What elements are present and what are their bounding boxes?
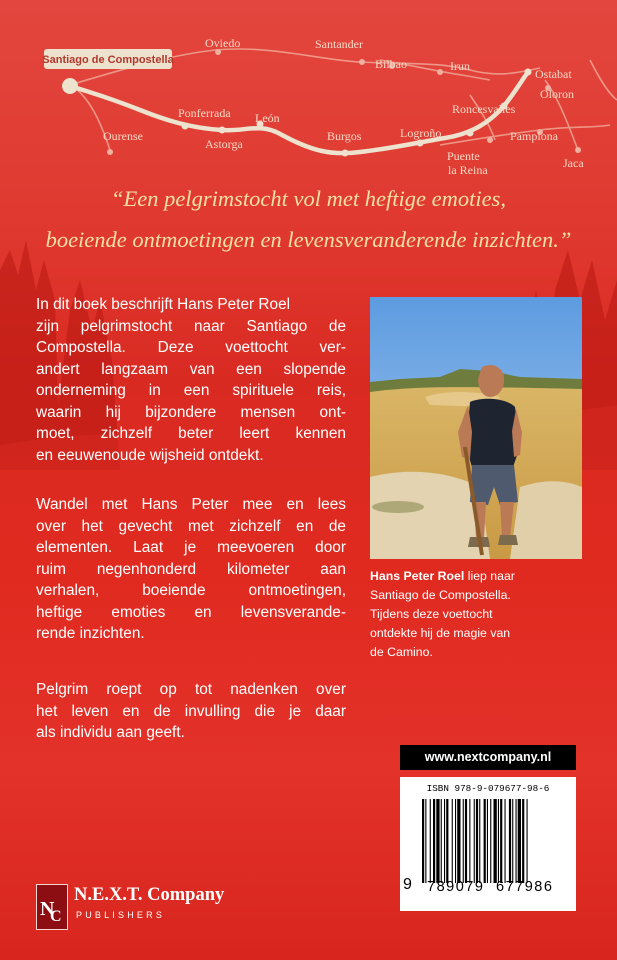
publisher-website: www.nextcompany.nl: [400, 745, 576, 770]
place-ostabat: Ostabat: [535, 67, 572, 81]
description-paragraph-1: [36, 294, 346, 466]
route-start-label: Santiago de Compostella: [42, 54, 174, 66]
place-oloron: Oloron: [540, 87, 574, 101]
barcode-bar: [455, 799, 456, 883]
barcode-bar: [463, 799, 464, 883]
barcode-bar: [516, 799, 517, 883]
text-line: zijn pelgrimstocht naar Santiago de: [36, 317, 346, 335]
place-roncesvalles: Roncesvalles: [452, 102, 516, 116]
barcode-bar: [509, 799, 511, 883]
nc-logo-icon: [36, 884, 68, 930]
caption-line: Tijdens deze voettocht: [370, 607, 493, 621]
place-burgos: Burgos: [327, 129, 362, 143]
barcode-bar: [425, 799, 426, 883]
text-line: Pelgrim roept op tot nadenken over: [36, 681, 346, 698]
barcode-bar: [457, 799, 460, 883]
isbn-number: ISBN 978-9-079677-98-6: [426, 783, 550, 794]
text-line: verhalen, boeiende ontmoetingen,: [36, 582, 346, 599]
caption-text: liep naar: [464, 569, 515, 583]
publisher-name: N.E.X.T. Company: [74, 885, 225, 905]
description-paragraph-3: [36, 679, 346, 744]
barcode-bar: [422, 799, 424, 883]
pull-quote-line-1: “Een pelgrimstocht vol met heftige emoties,: [111, 186, 506, 211]
barcode-bar: [484, 799, 486, 883]
text-line: ruim negenhonderd kilometer aan: [36, 560, 346, 578]
text-line: over het gevecht met zichzelf en de: [36, 517, 346, 535]
text-line: waarin hij bijzondere mensen ont-: [36, 403, 346, 421]
text-line: moet, zichzelf beter leert kennen: [36, 425, 346, 442]
place-irun: Irun: [450, 59, 470, 73]
description-paragraph-2: [36, 494, 346, 645]
pull-quote-line-2: boeiende ontmoetingen en levensveranderende inzichten.”: [45, 227, 572, 252]
place-santander: Santander: [315, 37, 363, 51]
svg-text:N: N: [40, 898, 55, 920]
barcode-bar: [479, 799, 480, 883]
barcode-bar: [452, 799, 453, 883]
caption-line: [370, 567, 610, 586]
text-line: Compostella. Deze voettocht ver-: [36, 339, 346, 356]
barcode-bar: [430, 799, 431, 883]
barcode-bar: [518, 799, 521, 883]
barcode-bars: [422, 799, 562, 883]
text-line: rende inzichten.: [36, 625, 145, 642]
caption-line: ontdekte hij de magie van: [370, 626, 511, 640]
text-line: andert langzaam van een slopende: [36, 360, 346, 378]
place-jaca: Jaca: [563, 156, 584, 170]
barcode-bar: [494, 799, 497, 883]
publisher-subtitle: PUBLISHERS: [76, 910, 166, 920]
text-line: heftige emoties en levensverande-: [36, 603, 346, 621]
place-la-reina: la Reina: [448, 163, 488, 175]
caption-line: de Camino.: [370, 645, 433, 659]
text-line: het leven en de invulling die je daar: [36, 702, 346, 720]
place-puente: Puente: [447, 149, 480, 163]
barcode-bar: [487, 799, 488, 883]
publisher-logo: [36, 884, 236, 934]
isbn-barcode: [400, 777, 576, 911]
place-astorga: Astorga: [205, 137, 243, 151]
barcode-bar: [500, 799, 502, 883]
barcode-bar: [474, 799, 475, 883]
barcode-bar: [465, 799, 467, 883]
caption-line: Santiago de Compostella.: [370, 588, 511, 602]
place-ponferrada: Ponferrada: [178, 106, 231, 120]
place-logrono: Logroño: [400, 126, 442, 140]
barcode-bar: [505, 799, 506, 883]
barcode-bar: [469, 799, 470, 883]
text-line: onderneming in een spirituele reis,: [36, 382, 346, 399]
barcode-digits-right: 677986: [496, 879, 554, 895]
author-photo: [370, 297, 582, 559]
text-line: elementen. Laat je meevoeren door: [36, 539, 346, 556]
text-line: In dit boek beschrijft Hans Peter Roel: [36, 296, 291, 313]
barcode-bar: [498, 799, 499, 883]
barcode-bar: [433, 799, 435, 883]
place-bilbao: Bilbao: [375, 57, 407, 71]
camino-route-map: [0, 0, 617, 175]
place-pamplona: Pamplona: [510, 129, 558, 143]
place-oviedo: Oviedo: [205, 36, 241, 50]
barcode-bar: [476, 799, 478, 883]
barcode-bar: [527, 799, 528, 883]
barcode-digits-left: 789079: [427, 879, 485, 895]
text-line: Wandel met Hans Peter mee en lees: [36, 496, 346, 513]
author-name: Hans Peter Roel: [370, 569, 465, 583]
barcode-bar: [490, 799, 491, 883]
barcode-bar: [436, 799, 439, 883]
barcode-bar: [446, 799, 448, 883]
barcode-first-digit: 9: [403, 876, 412, 893]
text-line: en eeuwenoude wijsheid ontdekt.: [36, 446, 264, 464]
barcode-bar: [444, 799, 445, 883]
place-leon: León: [255, 111, 280, 125]
svg-text:C: C: [50, 908, 62, 925]
barcode-bar: [512, 799, 513, 883]
author-caption: [370, 567, 610, 662]
barcode-bar: [522, 799, 524, 883]
place-ourense: Ourense: [103, 129, 143, 143]
barcode-bar: [441, 799, 442, 883]
text-line: als individu aan geeft.: [36, 724, 185, 741]
